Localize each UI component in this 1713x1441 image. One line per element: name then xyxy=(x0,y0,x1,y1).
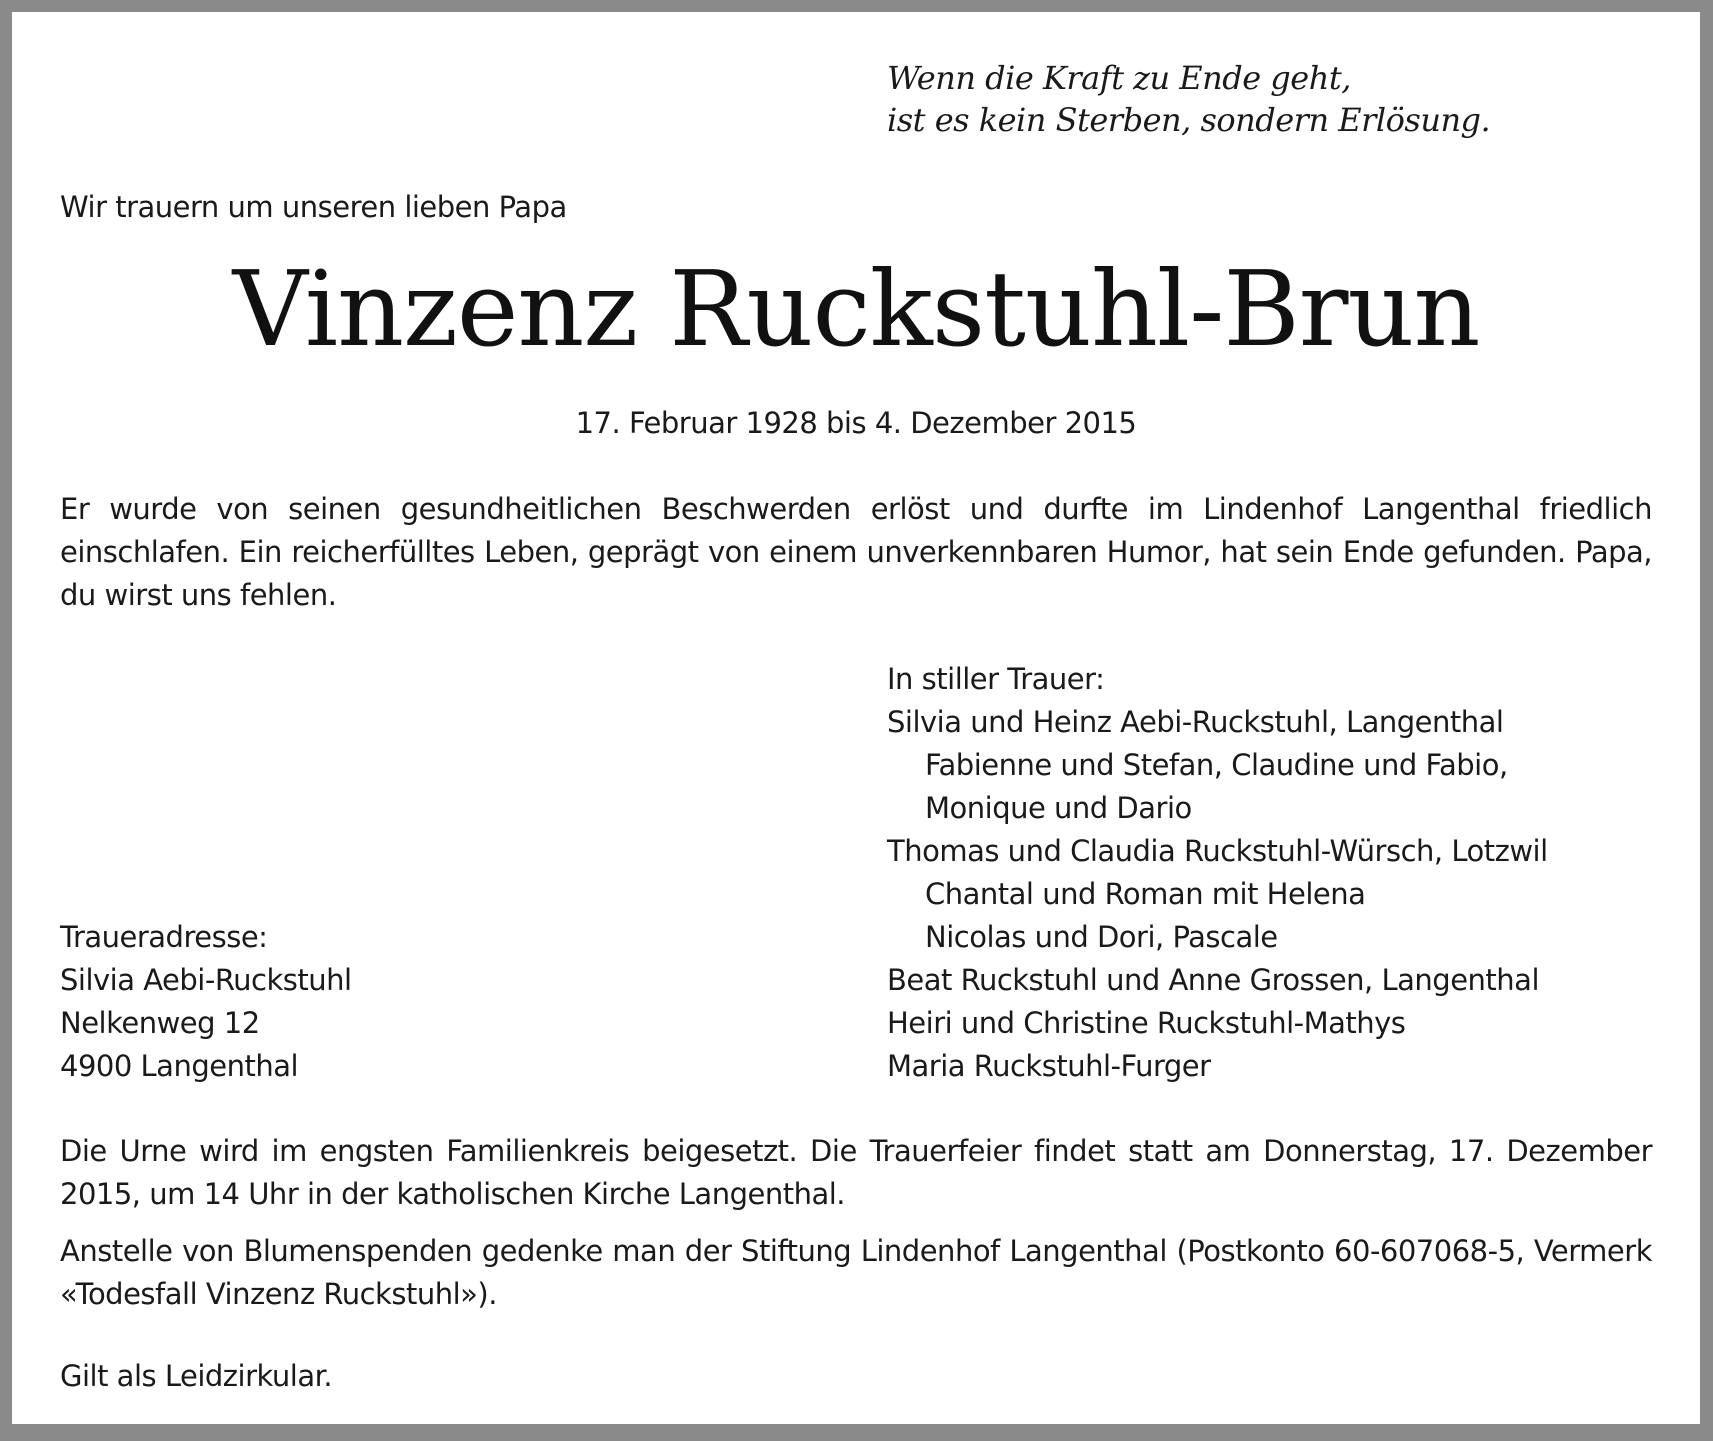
address-street: Nelkenweg 12 xyxy=(60,1006,260,1040)
mourner-line: Chantal und Roman mit Helena xyxy=(925,877,1366,911)
obituary-card xyxy=(12,12,1700,1424)
mourner-line: Fabienne und Stefan, Claudine und Fabio, xyxy=(925,748,1508,782)
paragraph-passing: Er wurde von seinen gesundheitlichen Beschwerden erlöst und durfte im Lindenhof Langenthal friedlich einschlafen. Ein reicherfülltes Leben, geprägt von einem unverkennbaren Humor, hat sein Ende gefunden. Papa, du wirst uns fehlen. xyxy=(60,492,1652,612)
mourners-list xyxy=(887,658,1548,1088)
mourner-line: Silvia und Heinz Aebi-Ruckstuhl, Langenthal xyxy=(887,705,1504,739)
mourning-address xyxy=(60,916,352,1088)
mourner-line: Thomas und Claudia Ruckstuhl-Würsch, Lotzwil xyxy=(887,834,1548,868)
deceased-name: Vinzenz Ruckstuhl-Brun xyxy=(232,248,1480,370)
mourner-line: Heiri und Christine Ruckstuhl-Mathys xyxy=(887,1006,1406,1040)
address-city: 4900 Langenthal xyxy=(60,1049,299,1083)
paragraph-circular: Gilt als Leidzirkular. xyxy=(60,1359,333,1393)
mourner-line: Monique und Dario xyxy=(925,791,1192,825)
paragraph-donations: Anstelle von Blumenspenden gedenke man der Stiftung Lindenhof Langenthal (Postkonto 60-607068-5, Vermerk «Todesfall Vinzenz Ruckstuhl»). xyxy=(60,1234,1652,1311)
intro-text: Wir trauern um unseren lieben Papa xyxy=(60,190,567,224)
life-dates: 17. Februar 1928 bis 4. Dezember 2015 xyxy=(575,406,1137,440)
motto-line-1: Wenn die Kraft zu Ende geht, xyxy=(887,59,1351,97)
mourner-line: Nicolas und Dori, Pascale xyxy=(925,920,1278,954)
mourner-line: Maria Ruckstuhl-Furger xyxy=(887,1049,1211,1083)
mourner-line: Beat Ruckstuhl und Anne Grossen, Langenthal xyxy=(887,963,1540,997)
mourners-heading: In stiller Trauer: xyxy=(887,662,1105,696)
motto-line-2: ist es kein Sterben, sondern Erlösung. xyxy=(887,101,1491,139)
paragraph-funeral: Die Urne wird im engsten Familienkreis beigesetzt. Die Trauerfeier findet statt am Donnerstag, 17. Dezember 2015, um 14 Uhr in der katholischen Kirche Langenthal. xyxy=(60,1134,1652,1211)
address-name: Silvia Aebi-Ruckstuhl xyxy=(60,963,352,997)
address-label: Traueradresse: xyxy=(60,920,268,954)
motto-quote xyxy=(887,57,1490,141)
